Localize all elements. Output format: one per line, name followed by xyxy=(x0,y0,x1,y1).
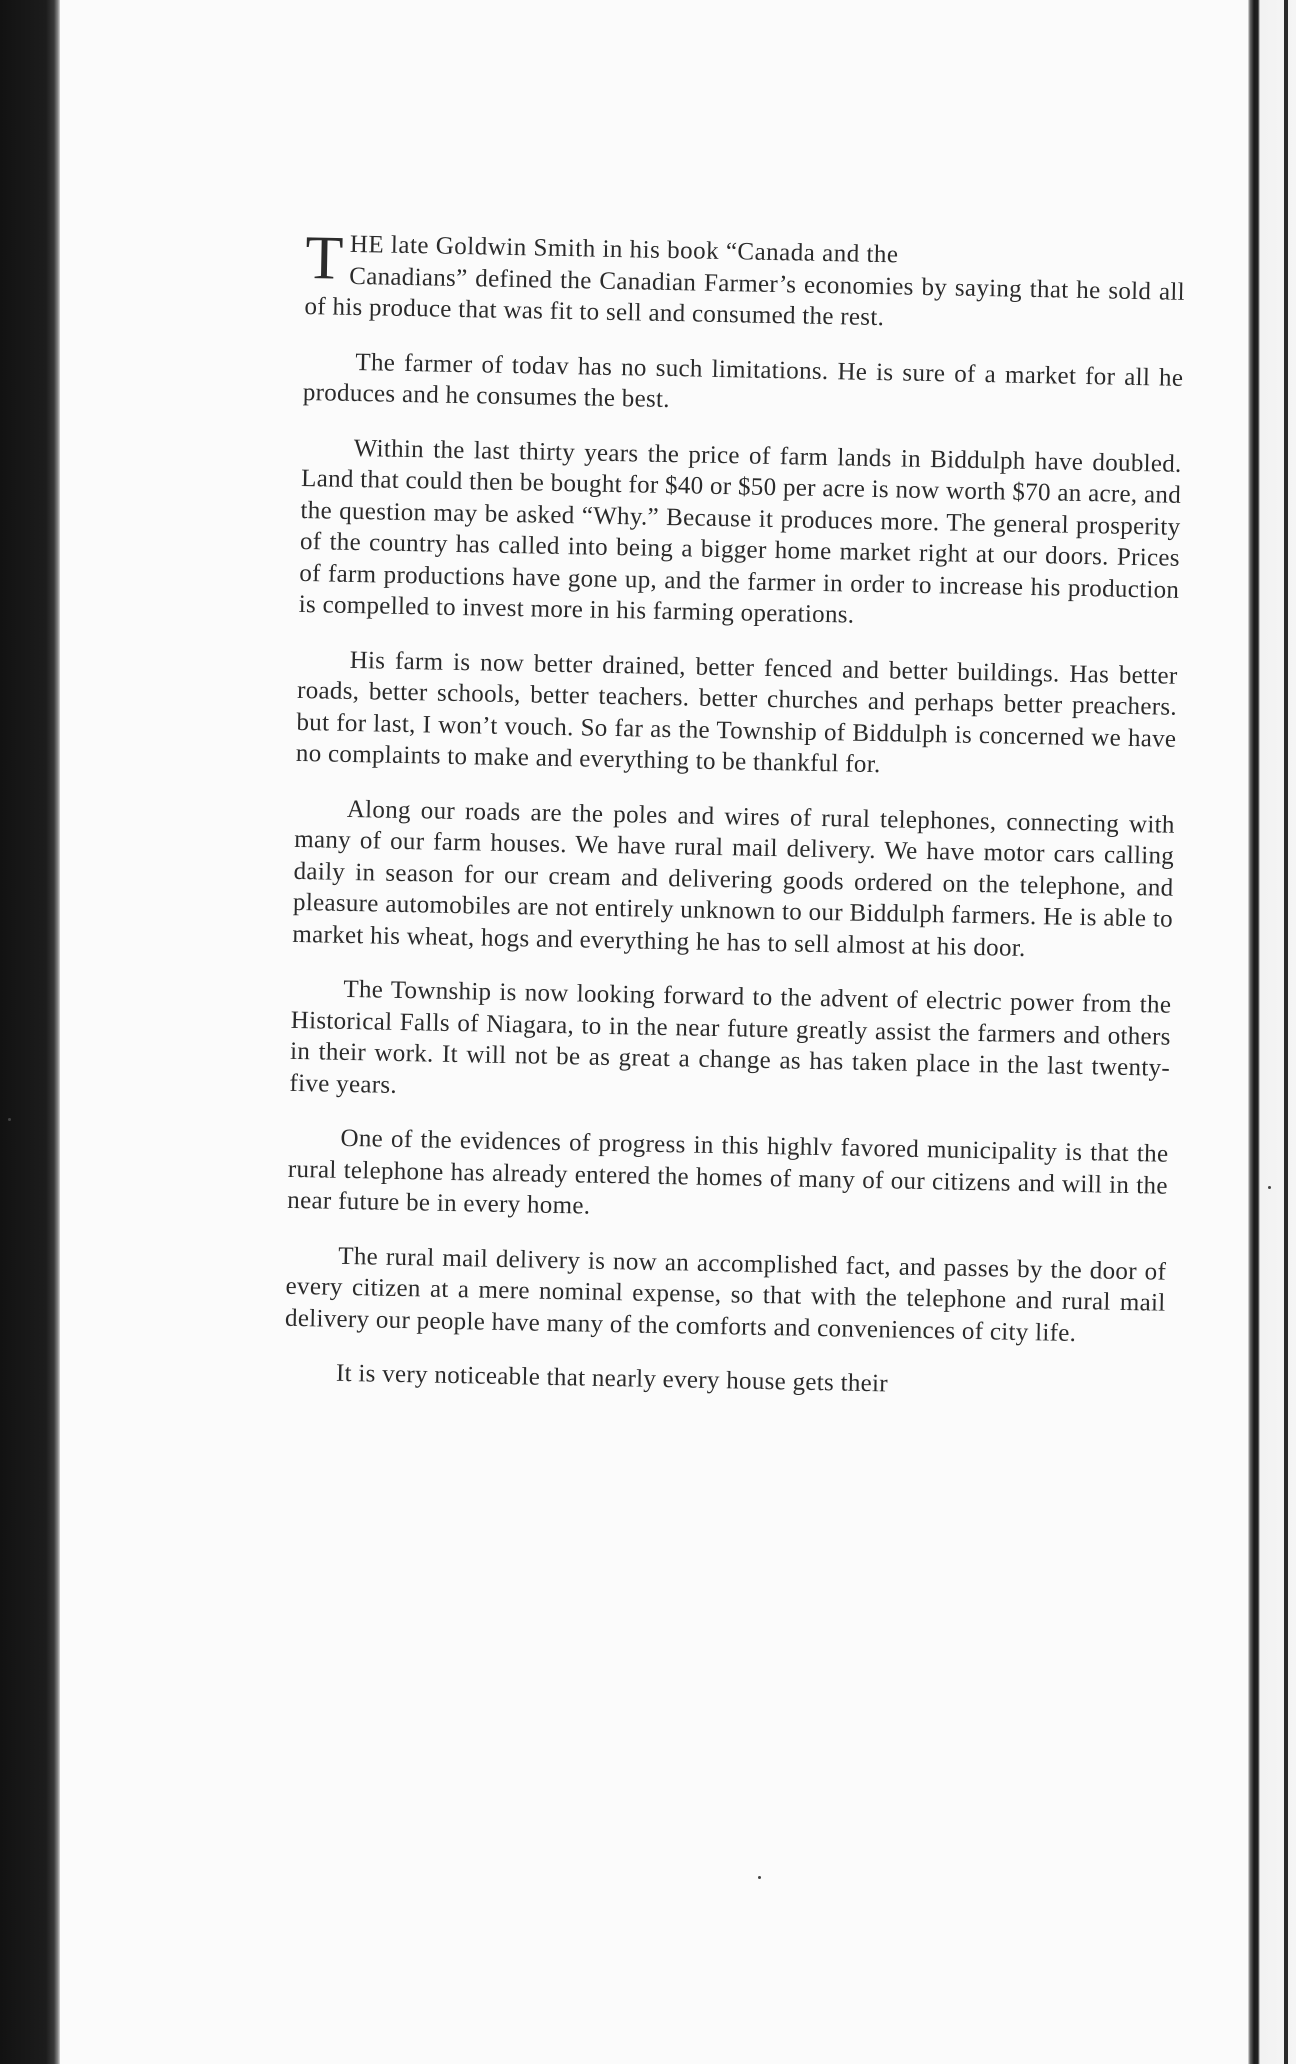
scan-speck xyxy=(1268,1186,1271,1189)
paragraph: Within the last thirty years the price of farm lands in Biddulph have doubled. Land that could then be bought for $40 or $50 per acre is now worth $70 an acre, and the question may be asked “Why.” Because it produces more. The general prosperity of the country has called into being a bigger home market right at our doors. Prices of farm productions have gone up, and the farmer in order to increase his production is compelled to invest more in his farming operations. xyxy=(298,434,1182,629)
paragraph: The rural mail delivery is now an accomplished fact, and passes by the door of every citizen at a mere nominal expense, so that with the telephone and rural mail delivery our people have many of the comforts and conveniences of city life. xyxy=(284,1242,1167,1347)
paragraph: One of the evidences of progress in this highlv favored municipality is that the rural telephone has already entered the homes of many of our citizens and will in the near future be in every home. xyxy=(287,1124,1169,1220)
opening-first-line: HE late Goldwin Smith in his book “Canada and the xyxy=(349,230,899,269)
scan-left-edge xyxy=(0,0,60,2064)
paragraph: His farm is now better drained, better fenced and better buildings. Has better roads, better schools, better teachers. better churches and perhaps better preachers. but for last, I won’t vouch. So far as the Township of Biddulph is concerned we have no complaints to make and everything to be thankful for. xyxy=(295,646,1178,779)
paragraph: The Township is now looking forward to the advent of electric power from the Historical Falls of Niagara, to in the near future greatly assist the farmers and others in their work. It will not be as great a change as has taken place in the last twenty-five years. xyxy=(289,975,1172,1099)
paragraph: Along our roads are the poles and wires of rural telephones, connecting with many of our farm houses. We have rural mail delivery. We have motor cars calling daily in season for our cream and delivering goods ordered on the telephone, and pleasure automobiles are not entirely unknown to our Biddulph farmers. He is able to market his wheat, hogs and everything he has to sell almost at his door. xyxy=(292,795,1175,962)
opening-continuation: Canadians” defined the Canadian Farmer’s economies by saying that he sold all of his produce that was fit to sell and consumed the rest. xyxy=(304,262,1186,332)
scan-speck xyxy=(758,1876,761,1879)
scan-right-rule xyxy=(1284,0,1288,2064)
drop-cap: T xyxy=(304,224,345,293)
article-text xyxy=(283,224,1186,1428)
scan-right-edge xyxy=(1248,0,1296,2064)
page-sheet xyxy=(60,0,1248,2064)
paragraph: The farmer of todav has no such limitations. He is sure of a market for all he produces and he consumes the best. xyxy=(302,348,1184,414)
paragraph-last: It is very noticeable that nearly every house gets their xyxy=(335,1359,889,1398)
scan-speck xyxy=(8,1118,11,1121)
paragraph-opening xyxy=(304,224,1186,339)
